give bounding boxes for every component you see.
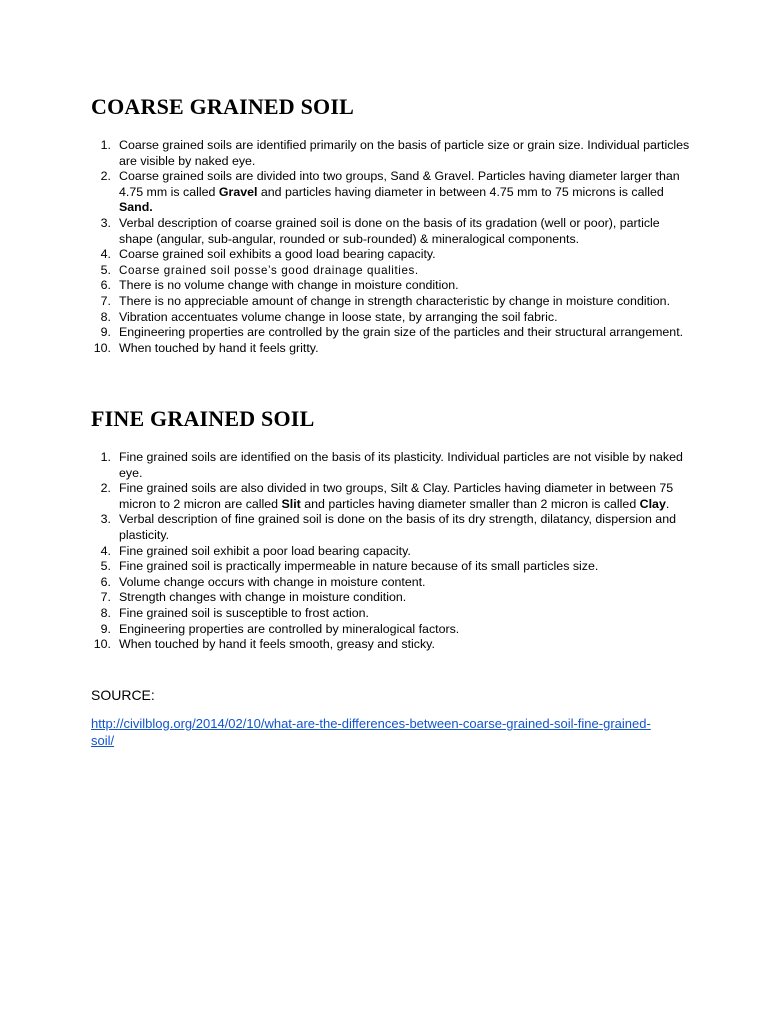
text-segment: Coarse grained soil exhibits a good load bearing capacity. [119, 247, 436, 262]
list-item [91, 622, 691, 638]
list-item-text [119, 512, 691, 543]
list-item-text [119, 637, 691, 653]
list-item [91, 169, 691, 216]
list-item-number: 2. [100, 481, 111, 496]
list-item [91, 559, 691, 575]
list-item-number: 3. [100, 512, 111, 527]
list-item-number: 3. [100, 215, 111, 230]
fine-soil-list [91, 450, 691, 653]
bold-term: Sand. [119, 200, 153, 215]
list-item-text [119, 590, 691, 606]
text-segment: and particles having diameter smaller than 2 micron is called [300, 496, 640, 511]
list-item-number: 1. [100, 138, 111, 152]
source-label: SOURCE: [91, 687, 155, 703]
list-item [91, 590, 691, 606]
list-item-text [119, 294, 691, 310]
text-segment: . [665, 496, 670, 511]
list-item-number: 8. [100, 309, 111, 324]
list-item-text [119, 138, 691, 169]
list-item-number: 7. [100, 293, 111, 308]
list-item [91, 263, 691, 279]
list-item [91, 575, 691, 591]
text-segment: Coarse grained soil posse’s good drainage qualities. [119, 263, 419, 277]
list-item-number: 6. [100, 574, 111, 589]
list-item [91, 637, 691, 653]
text-segment: Volume change occurs with change in moisture content. [119, 574, 426, 589]
list-item-number: 6. [100, 278, 111, 293]
text-segment: Fine grained soil exhibit a poor load bearing capacity. [119, 543, 411, 558]
list-item [91, 138, 691, 169]
list-item-text [119, 341, 691, 357]
list-item-number: 10. [93, 637, 111, 652]
list-item-number: 7. [100, 590, 111, 605]
list-item-text [119, 310, 691, 326]
bold-term: Clay [639, 496, 666, 511]
text-segment: Verbal description of fine grained soil is done on the basis of its dry strength, dilatancy, dispersion and plasticity. [119, 512, 676, 542]
list-item-number: 9. [100, 325, 111, 340]
source-link[interactable]: http://civilblog.org/2014/02/10/what-are-the-differences-between-coarse-grained-soil-fine-grained-soil/ [91, 716, 651, 748]
text-segment: Fine grained soils are also divided in two groups, Silt & Clay. Particles having diameter in between 75 micron to 2 micron are called [119, 481, 674, 511]
list-item-text [119, 325, 691, 341]
list-item [91, 278, 691, 294]
list-item-text [119, 606, 691, 622]
list-item-text [119, 169, 691, 216]
list-item-number: 8. [100, 605, 111, 620]
list-item-text [119, 559, 691, 575]
list-item [91, 216, 691, 247]
list-item [91, 341, 691, 357]
text-segment: Engineering properties are controlled by mineralogical factors. [119, 621, 460, 636]
list-item-number: 1. [100, 450, 111, 464]
list-item [91, 247, 691, 263]
fine-soil-heading: FINE GRAINED SOIL [91, 406, 315, 431]
text-segment: Coarse grained soils are identified primarily on the basis of particle size or grain size. Individual particles are visible by naked eye. [119, 138, 690, 168]
text-segment: Vibration accentuates volume change in loose state, by arranging the soil fabric. [119, 309, 558, 324]
bold-term: Slit [281, 496, 301, 511]
text-segment: When touched by hand it feels smooth, greasy and sticky. [119, 637, 435, 652]
text-segment: Verbal description of coarse grained soil is done on the basis of its gradation (well or poor), particle shape (angular, sub-angular, rounded or sub-rounded) & mineralogical components. [119, 215, 660, 246]
list-item-number: 5. [100, 262, 111, 277]
text-segment: Strength changes with change in moisture condition. [119, 590, 407, 605]
list-item-number: 4. [100, 543, 111, 558]
text-segment: Coarse grained soils are divided into two groups, Sand & Gravel. Particles having diameter larger than 4.75 mm is called [119, 169, 680, 199]
text-segment: and particles having diameter in between 4.75 mm to 75 microns is called [257, 184, 664, 199]
list-item [91, 606, 691, 622]
coarse-soil-list [91, 138, 691, 356]
list-item [91, 294, 691, 310]
list-item-number: 9. [100, 621, 111, 636]
list-item-text [119, 216, 691, 247]
text-segment: Fine grained soil is practically impermeable in nature because of its small particles size. [119, 559, 599, 574]
list-item-text [119, 450, 691, 481]
list-item [91, 512, 691, 543]
list-item [91, 325, 691, 341]
text-segment: When touched by hand it feels gritty. [119, 340, 319, 355]
text-segment: Engineering properties are controlled by the grain size of the particles and their structural arrangement. [119, 325, 684, 340]
text-segment: There is no appreciable amount of change in strength characteristic by change in moisture condition. [119, 293, 671, 308]
text-segment: There is no volume change with change in moisture condition. [119, 278, 459, 293]
list-item-number: 4. [100, 247, 111, 262]
list-item [91, 450, 691, 481]
list-item-number: 2. [100, 169, 111, 184]
list-item-number: 5. [100, 559, 111, 574]
list-item-number: 10. [93, 340, 111, 355]
list-item-text [119, 575, 691, 591]
list-item-text [119, 263, 691, 279]
list-item-text [119, 278, 691, 294]
list-item-text [119, 544, 691, 560]
bold-term: Gravel [218, 184, 258, 199]
list-item-text [119, 481, 691, 512]
list-item [91, 544, 691, 560]
coarse-soil-heading: COARSE GRAINED SOIL [91, 94, 354, 119]
list-item [91, 310, 691, 326]
list-item-text [119, 622, 691, 638]
list-item-text [119, 247, 691, 263]
text-segment: Fine grained soils are identified on the basis of its plasticity. Individual particles are not visible by naked eye. [119, 450, 683, 480]
list-item [91, 481, 691, 512]
text-segment: Fine grained soil is susceptible to frost action. [119, 605, 370, 620]
